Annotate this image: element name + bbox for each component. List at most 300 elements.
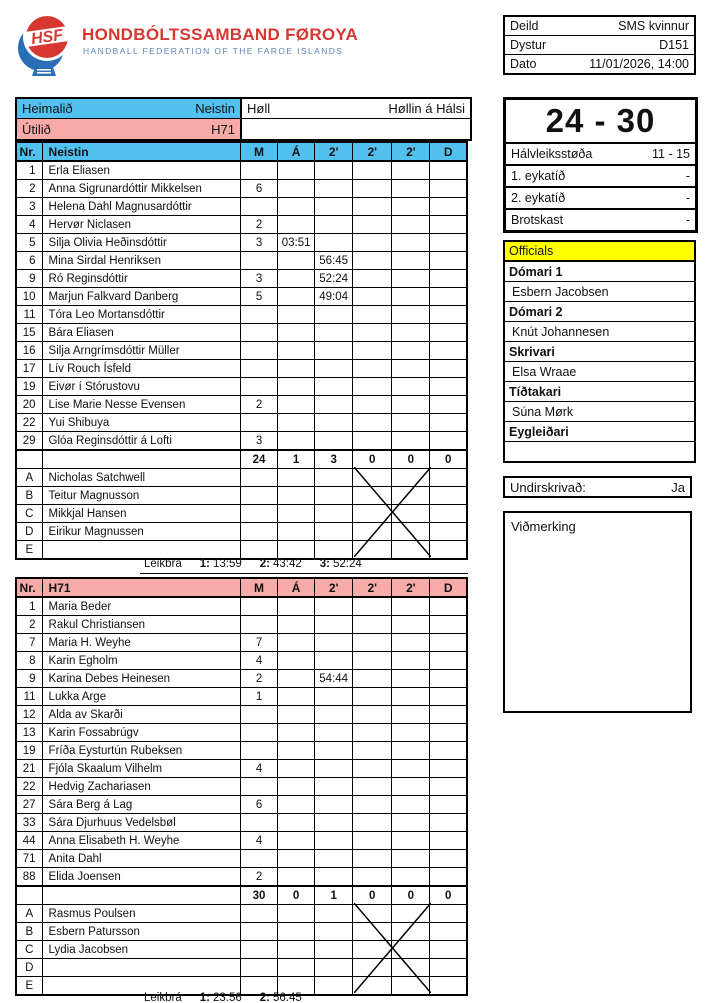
bench-empty-1	[278, 523, 315, 541]
player-stat-2	[315, 616, 353, 634]
col-header-3: 2'	[353, 142, 392, 161]
player-stat-2	[315, 324, 353, 342]
bench-empty-3	[353, 469, 392, 487]
player-row	[16, 306, 467, 324]
bench-empty-2	[315, 469, 353, 487]
overtime1-label: 1. eykatíð	[511, 169, 566, 183]
player-stat-2	[315, 342, 353, 360]
player-stat-0	[240, 306, 277, 324]
player-stat-0: 4	[240, 832, 277, 850]
player-row	[16, 670, 467, 688]
leikbra-key: 2:	[259, 558, 270, 570]
player-stat-3	[353, 868, 392, 887]
officials-rows	[505, 262, 694, 461]
player-name: Elida Joensen	[42, 868, 240, 887]
player-number: 12	[16, 706, 42, 724]
player-stat-2	[315, 760, 353, 778]
player-stat-5	[430, 288, 467, 306]
bench-letter: A	[16, 469, 42, 487]
player-name: Erla Eliasen	[42, 161, 240, 180]
bench-empty-5	[430, 487, 467, 505]
player-name: Fjóla Skaalum Vilhelm	[42, 760, 240, 778]
player-stat-1	[278, 216, 315, 234]
player-stat-4	[392, 342, 430, 360]
player-stat-0	[240, 706, 277, 724]
player-stat-3	[353, 688, 392, 706]
player-stat-4	[392, 161, 430, 180]
player-name: Ró Reginsdóttir	[42, 270, 240, 288]
col-header-2: 2'	[315, 142, 353, 161]
player-stat-1	[278, 724, 315, 742]
player-stat-1	[278, 288, 315, 306]
player-stat-5	[430, 198, 467, 216]
player-stat-2	[315, 597, 353, 616]
player-stat-0: 2	[240, 396, 277, 414]
player-stat-2	[315, 724, 353, 742]
official-role-label: Eygleiðari	[505, 421, 694, 441]
player-name: Sára Djurhuus Vedelsbøl	[42, 814, 240, 832]
player-stat-2	[315, 814, 353, 832]
player-stat-0	[240, 198, 277, 216]
player-stat-4	[392, 778, 430, 796]
bench-empty-2	[315, 923, 353, 941]
penalty-value: -	[685, 213, 690, 227]
player-row	[16, 378, 467, 396]
official-name: Súna Mørk	[505, 401, 694, 421]
penalty-label: Brotskast	[511, 213, 564, 227]
player-stat-4	[392, 396, 430, 414]
player-stat-0: 4	[240, 652, 277, 670]
player-stat-3	[353, 814, 392, 832]
player-stat-1	[278, 252, 315, 270]
home-team-label: Heimalið	[22, 101, 73, 116]
bench-row	[16, 905, 467, 923]
bench-letter: B	[16, 487, 42, 505]
col-header-1: Á	[278, 578, 315, 597]
player-stat-4	[392, 378, 430, 396]
bench-empty-5	[430, 469, 467, 487]
official-role-label: Skrivari	[505, 341, 694, 361]
player-stat-3	[353, 252, 392, 270]
halftime-label: Hálvleiksstøða	[511, 147, 593, 161]
player-stat-4	[392, 234, 430, 252]
total-1: 1	[278, 450, 315, 469]
bench-name: Mikkjal Hansen	[42, 505, 240, 523]
away-team-label: Útilið	[22, 121, 51, 137]
bench-empty-3	[353, 905, 392, 923]
col-header-2: 2'	[315, 578, 353, 597]
col-nr-header: Nr.	[16, 142, 42, 161]
player-row	[16, 342, 467, 360]
total-3: 0	[353, 886, 392, 905]
signed-value: Ja	[671, 479, 685, 495]
federation-logo-icon	[16, 12, 76, 82]
info-row-dystur	[505, 36, 694, 55]
bench-letter: D	[16, 959, 42, 977]
player-name: Karina Debes Heinesen	[42, 670, 240, 688]
bench-empty-5	[430, 905, 467, 923]
player-number: 15	[16, 324, 42, 342]
player-stat-2: 49:04	[315, 288, 353, 306]
roster-header-row	[16, 578, 467, 597]
player-stat-0: 6	[240, 180, 277, 198]
player-stat-1	[278, 796, 315, 814]
bench-letter: E	[16, 977, 42, 996]
player-row	[16, 652, 467, 670]
official-role-label: Dómari 1	[509, 264, 563, 279]
bench-name: Eirikur Magnussen	[42, 523, 240, 541]
player-row	[16, 760, 467, 778]
player-stat-1	[278, 414, 315, 432]
player-stat-1	[278, 850, 315, 868]
player-stat-2	[315, 198, 353, 216]
player-row	[16, 288, 467, 306]
player-stat-4	[392, 814, 430, 832]
bench-empty-3	[353, 941, 392, 959]
org-tagline: HANDBALL FEDERATION OF THE FAROE ISLANDS	[83, 46, 344, 56]
player-number: 29	[16, 432, 42, 451]
col-header-1: Á	[278, 142, 315, 161]
leikbra-entry-1	[200, 558, 242, 570]
player-stat-5	[430, 324, 467, 342]
player-stat-0: 2	[240, 216, 277, 234]
leikbra-time: 56:45	[272, 992, 302, 1003]
player-stat-4	[392, 670, 430, 688]
officials-panel	[503, 240, 696, 463]
halftime-row	[506, 144, 695, 166]
player-name: Alda av Skarði	[42, 706, 240, 724]
col-header-4: 2'	[392, 142, 430, 161]
bench-empty-2	[315, 905, 353, 923]
col-header-4: 2'	[392, 578, 430, 597]
bench-empty-0	[240, 469, 277, 487]
official-name: Knút Johannesen	[505, 321, 694, 341]
player-stat-5	[430, 180, 467, 198]
bench-empty-0	[240, 505, 277, 523]
bench-letter: C	[16, 941, 42, 959]
player-name: Lise Marie Nesse Evensen	[42, 396, 240, 414]
bench-empty-0	[240, 959, 277, 977]
player-stat-4	[392, 616, 430, 634]
bench-empty-2	[315, 941, 353, 959]
player-name: Rakul Christiansen	[42, 616, 240, 634]
player-stat-5	[430, 652, 467, 670]
player-number: 9	[16, 670, 42, 688]
player-name: Karin Egholm	[42, 652, 240, 670]
bench-name: Rasmus Poulsen	[42, 905, 240, 923]
player-row	[16, 432, 467, 451]
bench-empty-1	[278, 905, 315, 923]
player-stat-5	[430, 616, 467, 634]
player-stat-0	[240, 597, 277, 616]
player-stat-2: 52:24	[315, 270, 353, 288]
bench-empty-1	[278, 505, 315, 523]
player-stat-5	[430, 252, 467, 270]
player-name: Mina Sirdal Henriksen	[42, 252, 240, 270]
away-leikbra	[140, 990, 468, 1003]
leikbra-entry-2	[260, 558, 302, 570]
player-name: Maria H. Weyhe	[42, 634, 240, 652]
bench-name: Nicholas Satchwell	[42, 469, 240, 487]
player-stat-3	[353, 306, 392, 324]
away-team-table	[15, 577, 468, 996]
leikbra-time: 43:42	[272, 558, 302, 570]
player-row	[16, 324, 467, 342]
player-stat-4	[392, 324, 430, 342]
player-stat-3	[353, 796, 392, 814]
player-stat-0	[240, 850, 277, 868]
player-stat-0: 3	[240, 270, 277, 288]
player-stat-3	[353, 706, 392, 724]
player-name: Fríða Eysturtún Rubeksen	[42, 742, 240, 760]
bench-empty-0	[240, 923, 277, 941]
dystur-label: Dystur	[510, 38, 547, 52]
player-stat-1	[278, 597, 315, 616]
player-stat-5	[430, 234, 467, 252]
player-name: Lukka Arge	[42, 688, 240, 706]
player-stat-0	[240, 616, 277, 634]
remarks-box	[503, 511, 692, 713]
player-name: Anna Sigrunardóttir Mikkelsen	[42, 180, 240, 198]
leikbra-key: 1:	[199, 558, 210, 570]
player-stat-4	[392, 832, 430, 850]
player-name: Karin Fossabrúgv	[42, 724, 240, 742]
player-stat-5	[430, 796, 467, 814]
player-number: 1	[16, 597, 42, 616]
player-stat-4	[392, 288, 430, 306]
player-stat-3	[353, 724, 392, 742]
deild-value: SMS kvinnur	[618, 19, 689, 33]
totals-row	[16, 450, 467, 469]
player-row	[16, 360, 467, 378]
player-stat-3	[353, 652, 392, 670]
bench-empty-4	[392, 469, 430, 487]
player-stat-1	[278, 832, 315, 850]
player-stat-3	[353, 180, 392, 198]
info-row-dato	[505, 55, 694, 73]
leikbra-key: 1:	[199, 992, 210, 1003]
total-2: 1	[315, 886, 353, 905]
dato-value: 11/01/2026, 14:00	[589, 57, 689, 71]
venue-row	[242, 99, 470, 119]
player-stat-4	[392, 270, 430, 288]
bench-row	[16, 959, 467, 977]
player-row	[16, 396, 467, 414]
player-stat-1	[278, 778, 315, 796]
player-stat-0: 1	[240, 688, 277, 706]
signed-box	[503, 476, 692, 498]
bench-empty-1	[278, 941, 315, 959]
player-row	[16, 868, 467, 887]
bench-empty-5	[430, 523, 467, 541]
venue-row-empty	[242, 119, 470, 139]
player-stat-3	[353, 634, 392, 652]
bench-empty-4	[392, 505, 430, 523]
player-stat-2	[315, 706, 353, 724]
player-stat-0	[240, 342, 277, 360]
player-row	[16, 706, 467, 724]
player-stat-2	[315, 796, 353, 814]
player-stat-1: 03:51	[278, 234, 315, 252]
player-stat-4	[392, 597, 430, 616]
player-row	[16, 634, 467, 652]
player-stat-0	[240, 414, 277, 432]
totals-empty-nr	[16, 450, 42, 469]
away-team-value: H71	[211, 121, 235, 137]
player-number: 33	[16, 814, 42, 832]
bench-empty-3	[353, 923, 392, 941]
player-name: Maria Beder	[42, 597, 240, 616]
player-stat-3	[353, 161, 392, 180]
player-number: 17	[16, 360, 42, 378]
player-row	[16, 688, 467, 706]
final-score: 24 - 30	[506, 100, 695, 144]
player-row	[16, 796, 467, 814]
dystur-value: D151	[659, 38, 689, 52]
player-row	[16, 724, 467, 742]
player-name: Eivør í Stórustovu	[42, 378, 240, 396]
player-stat-3	[353, 414, 392, 432]
player-stat-5	[430, 342, 467, 360]
player-stat-5	[430, 724, 467, 742]
player-stat-4	[392, 742, 430, 760]
bench-name: Teitur Magnusson	[42, 487, 240, 505]
player-stat-5	[430, 670, 467, 688]
player-name: Anita Dahl	[42, 850, 240, 868]
player-number: 5	[16, 234, 42, 252]
player-stat-0: 2	[240, 868, 277, 887]
bench-empty-1	[278, 469, 315, 487]
player-stat-1	[278, 814, 315, 832]
player-row	[16, 597, 467, 616]
bench-name: Esbern Patursson	[42, 923, 240, 941]
player-stat-3	[353, 778, 392, 796]
player-stat-3	[353, 234, 392, 252]
player-stat-4	[392, 850, 430, 868]
col-header-5: D	[430, 142, 467, 161]
bench-empty-4	[392, 941, 430, 959]
col-nr-header: Nr.	[16, 578, 42, 597]
player-stat-0	[240, 814, 277, 832]
player-number: 13	[16, 724, 42, 742]
leikbra-entry-1	[200, 992, 242, 1003]
player-number: 20	[16, 396, 42, 414]
home-team-table	[15, 141, 468, 560]
player-stat-5	[430, 216, 467, 234]
bench-empty-5	[430, 941, 467, 959]
player-row	[16, 252, 467, 270]
home-team-row	[17, 99, 242, 119]
player-number: 4	[16, 216, 42, 234]
player-number: 71	[16, 850, 42, 868]
player-stat-1	[278, 634, 315, 652]
player-stat-1	[278, 378, 315, 396]
signed-label: Undirskrivað:	[510, 479, 586, 495]
bench-empty-0	[240, 523, 277, 541]
player-row	[16, 216, 467, 234]
player-row	[16, 742, 467, 760]
player-row	[16, 161, 467, 180]
player-row	[16, 850, 467, 868]
player-stat-5	[430, 832, 467, 850]
player-number: 88	[16, 868, 42, 887]
info-row-deild	[505, 17, 694, 36]
player-number: 22	[16, 778, 42, 796]
player-stat-4	[392, 432, 430, 451]
team-name-header: Neistin	[42, 142, 240, 161]
leikbra-key: 3:	[319, 558, 330, 570]
bench-empty-3	[353, 523, 392, 541]
bench-row	[16, 487, 467, 505]
leikbra-time: 13:59	[212, 558, 242, 570]
player-stat-3	[353, 360, 392, 378]
player-stat-0	[240, 742, 277, 760]
player-number: 1	[16, 161, 42, 180]
player-number: 8	[16, 652, 42, 670]
player-stat-1	[278, 742, 315, 760]
player-row	[16, 414, 467, 432]
bench-empty-3	[353, 959, 392, 977]
total-5: 0	[430, 450, 467, 469]
player-number: 19	[16, 378, 42, 396]
player-stat-4	[392, 180, 430, 198]
player-stat-4	[392, 706, 430, 724]
total-5: 0	[430, 886, 467, 905]
bench-empty-0	[240, 487, 277, 505]
col-header-5: D	[430, 578, 467, 597]
player-stat-5	[430, 378, 467, 396]
player-stat-0	[240, 324, 277, 342]
overtime2-label: 2. eykatíð	[511, 191, 566, 205]
player-stat-5	[430, 778, 467, 796]
player-stat-3	[353, 216, 392, 234]
player-name: Silja Olivia Heðinsdóttir	[42, 234, 240, 252]
player-number: 16	[16, 342, 42, 360]
total-1: 0	[278, 886, 315, 905]
col-header-3: 2'	[353, 578, 392, 597]
player-name: Bára Eliasen	[42, 324, 240, 342]
player-stat-5	[430, 868, 467, 887]
player-stat-1	[278, 706, 315, 724]
home-team-value: Neistin	[195, 101, 235, 116]
player-stat-5	[430, 688, 467, 706]
roster-header-row	[16, 142, 467, 161]
roster-table	[15, 141, 468, 560]
player-stat-4	[392, 760, 430, 778]
roster-table	[15, 577, 468, 996]
player-name: Tóra Leo Mortansdóttir	[42, 306, 240, 324]
player-stat-3	[353, 342, 392, 360]
player-stat-5	[430, 814, 467, 832]
player-stat-4	[392, 652, 430, 670]
bench-letter: D	[16, 523, 42, 541]
leikbra-entry-3	[320, 558, 362, 570]
player-stat-1	[278, 180, 315, 198]
player-row	[16, 832, 467, 850]
player-stat-0: 5	[240, 288, 277, 306]
org-name: HONDBÓLTSSAMBAND FØROYA	[82, 25, 359, 44]
player-stat-1	[278, 324, 315, 342]
player-name: Hervør Niclasen	[42, 216, 240, 234]
player-stat-4	[392, 306, 430, 324]
player-number: 11	[16, 688, 42, 706]
player-stat-1	[278, 396, 315, 414]
player-stat-1	[278, 306, 315, 324]
bench-empty-2	[315, 487, 353, 505]
player-number: 22	[16, 414, 42, 432]
player-stat-4	[392, 216, 430, 234]
official-role-label: Dómari 2	[505, 301, 694, 321]
